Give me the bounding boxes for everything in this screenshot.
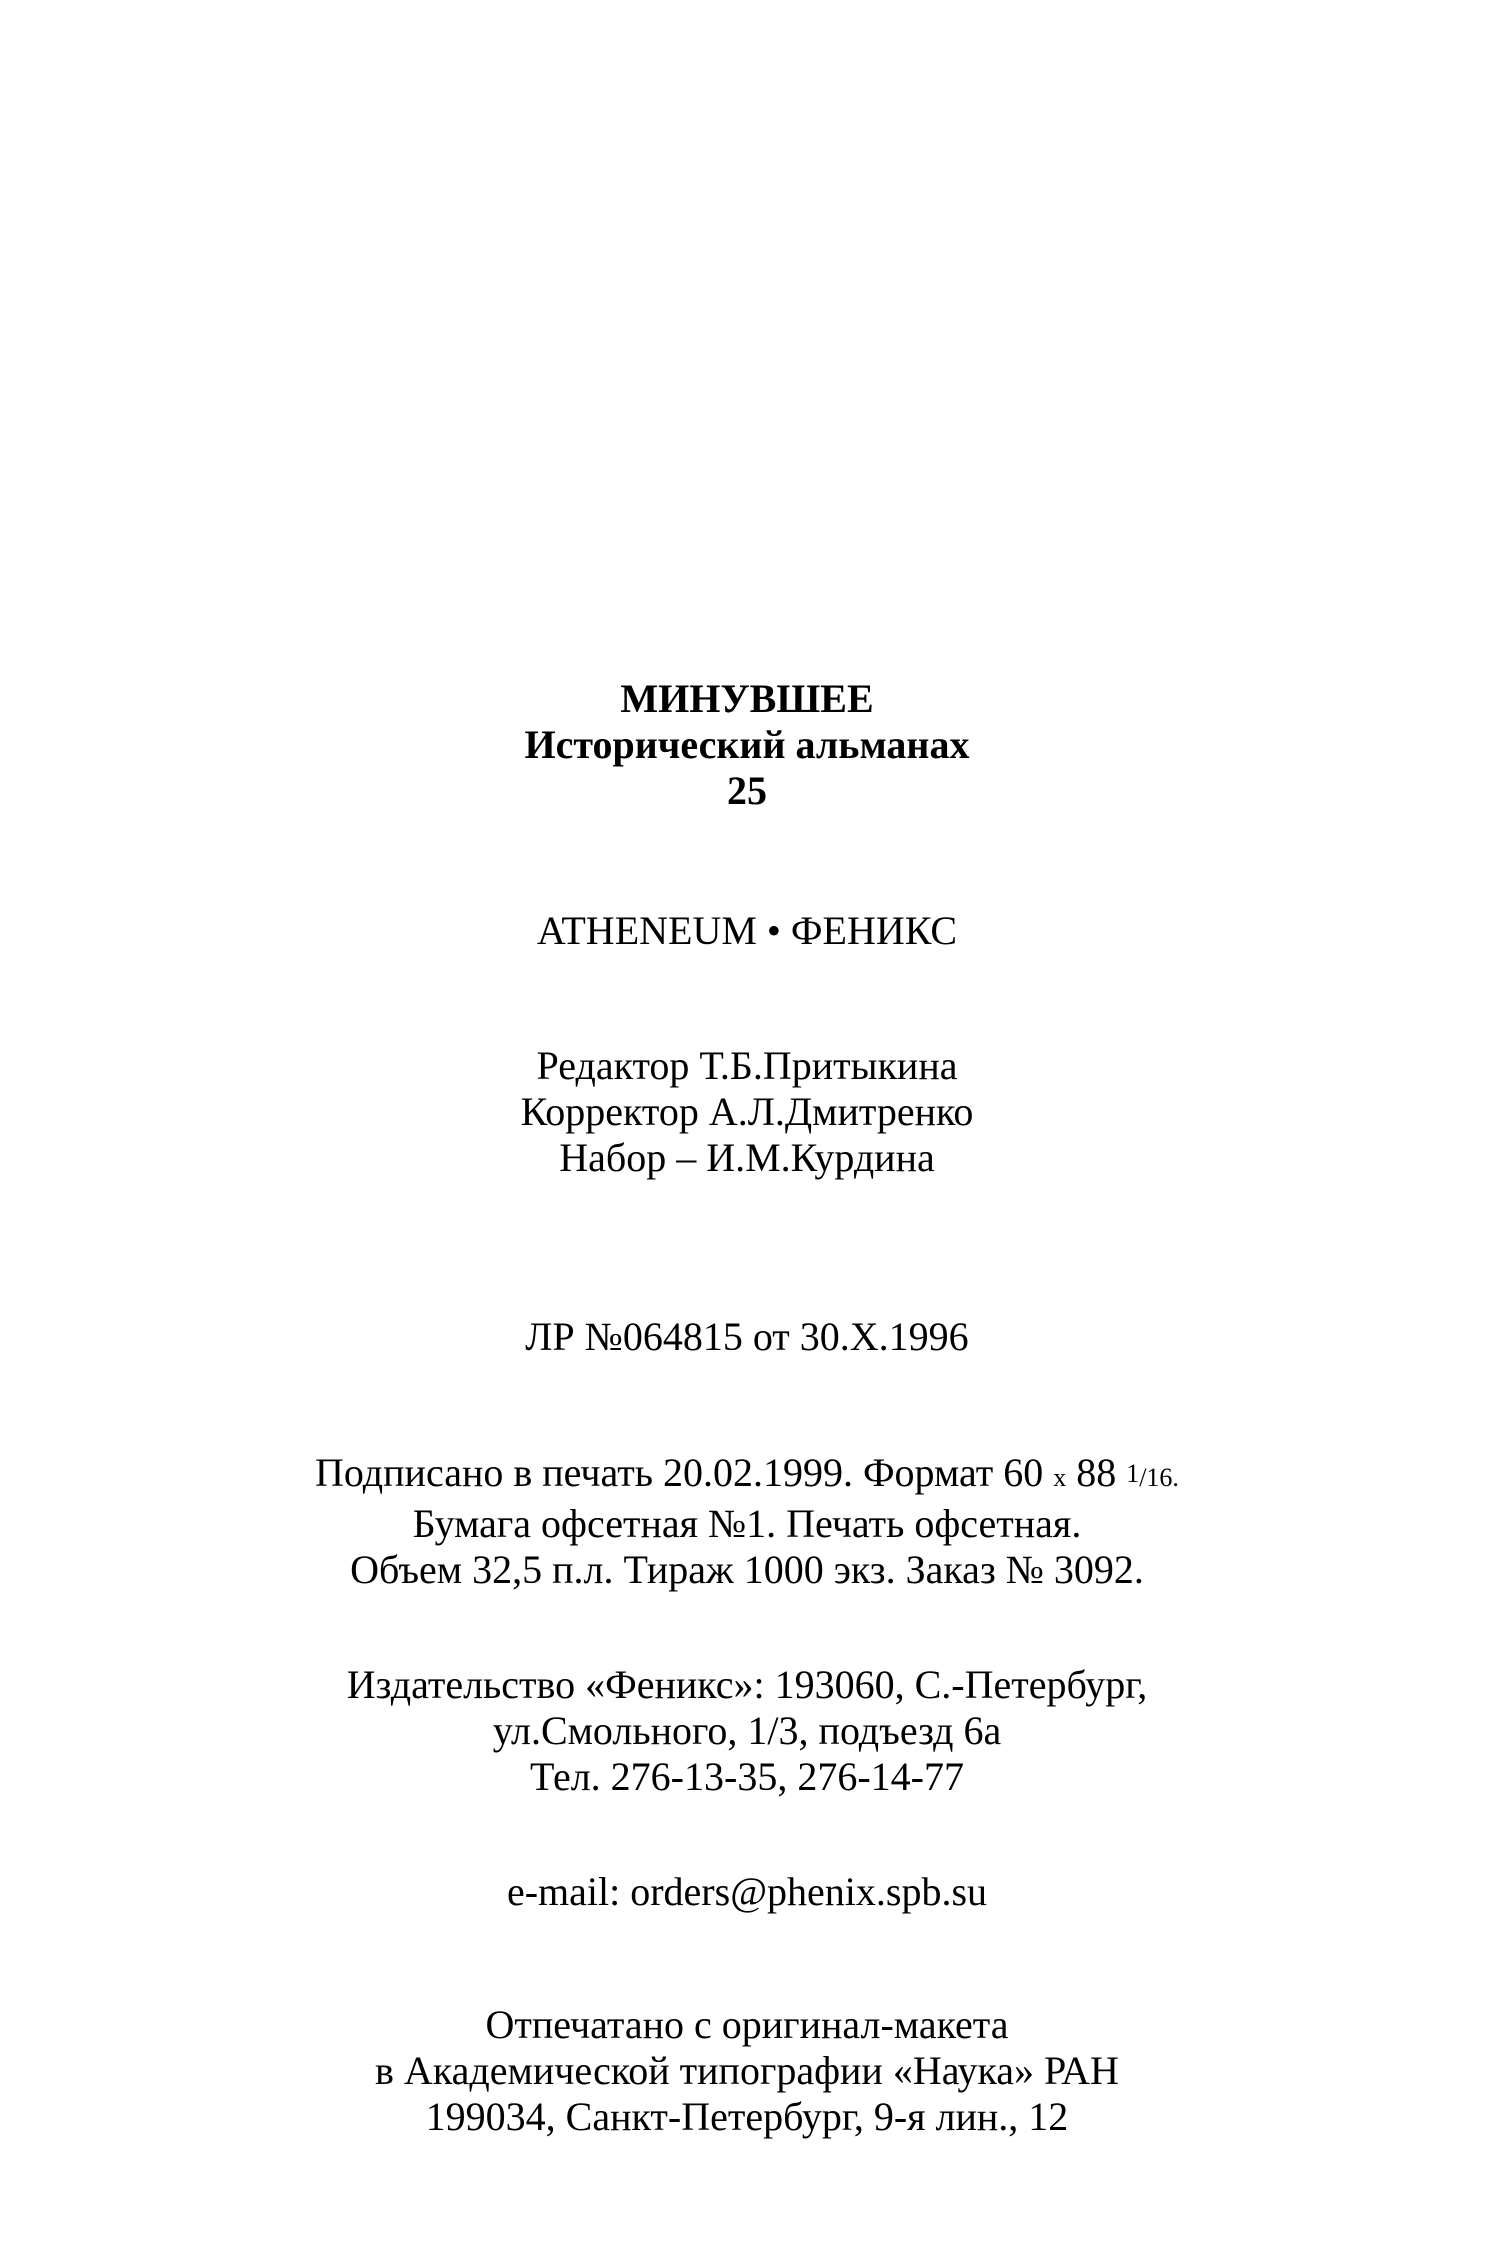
- address-line-1: Издательство «Феникс»: 193060, С.-Петербург,: [346, 1662, 1148, 1707]
- format-fraction-top: 1: [1126, 1459, 1140, 1488]
- almanac-subtitle: Исторический альманах: [524, 722, 970, 767]
- address-block: [0, 1662, 1494, 1800]
- publisher-block: [0, 908, 1494, 954]
- issue-number: 25: [727, 768, 767, 813]
- printer-line-2: в Академической типографии «Наука» РАН: [375, 2048, 1119, 2093]
- format-multiply-sign: x: [1053, 1463, 1067, 1492]
- email-block: [0, 1869, 1494, 1915]
- title-block: [0, 676, 1494, 814]
- print-info-line-3: Объем 32,5 п.л. Тираж 1000 экз. Заказ № 3092.: [350, 1547, 1144, 1592]
- publisher-line: ATHENEUM • ФЕНИКС: [536, 908, 958, 953]
- address-line-2: ул.Смольного, 1/3, подъезд 6а: [492, 1708, 1002, 1753]
- format-fraction-rest: /16.: [1139, 1463, 1179, 1492]
- printer-line-3: 199034, Санкт-Петербург, 9-я лин., 12: [425, 2094, 1069, 2139]
- format-second-number: 88: [1066, 1450, 1127, 1495]
- staff-editor: Редактор Т.Б.Притыкина: [536, 1043, 958, 1088]
- staff-typesetter: Набор – И.М.Курдина: [559, 1135, 935, 1180]
- license-block: [0, 1314, 1494, 1360]
- printer-line-1: Отпечатано с оригинал-макета: [485, 2002, 1009, 2047]
- signed-format-text: Подписано в печать 20.02.1999. Формат 60: [315, 1450, 1054, 1495]
- print-info-line-1: [0, 1450, 1494, 1501]
- almanac-title: МИНУВШЕЕ: [620, 676, 874, 721]
- email-line: e-mail: orders@phenix.spb.su: [506, 1869, 988, 1914]
- staff-block: [0, 1043, 1494, 1181]
- license-line: ЛР №064815 от 30.X.1996: [525, 1314, 969, 1359]
- print-info-block: [0, 1450, 1494, 1593]
- staff-corrector: Корректор А.Л.Дмитренко: [520, 1089, 974, 1134]
- print-info-line-2: Бумага офсетная №1. Печать офсетная.: [412, 1501, 1082, 1546]
- printer-block: [0, 2002, 1494, 2140]
- address-line-3: Тел. 276-13-35, 276-14-77: [530, 1754, 964, 1799]
